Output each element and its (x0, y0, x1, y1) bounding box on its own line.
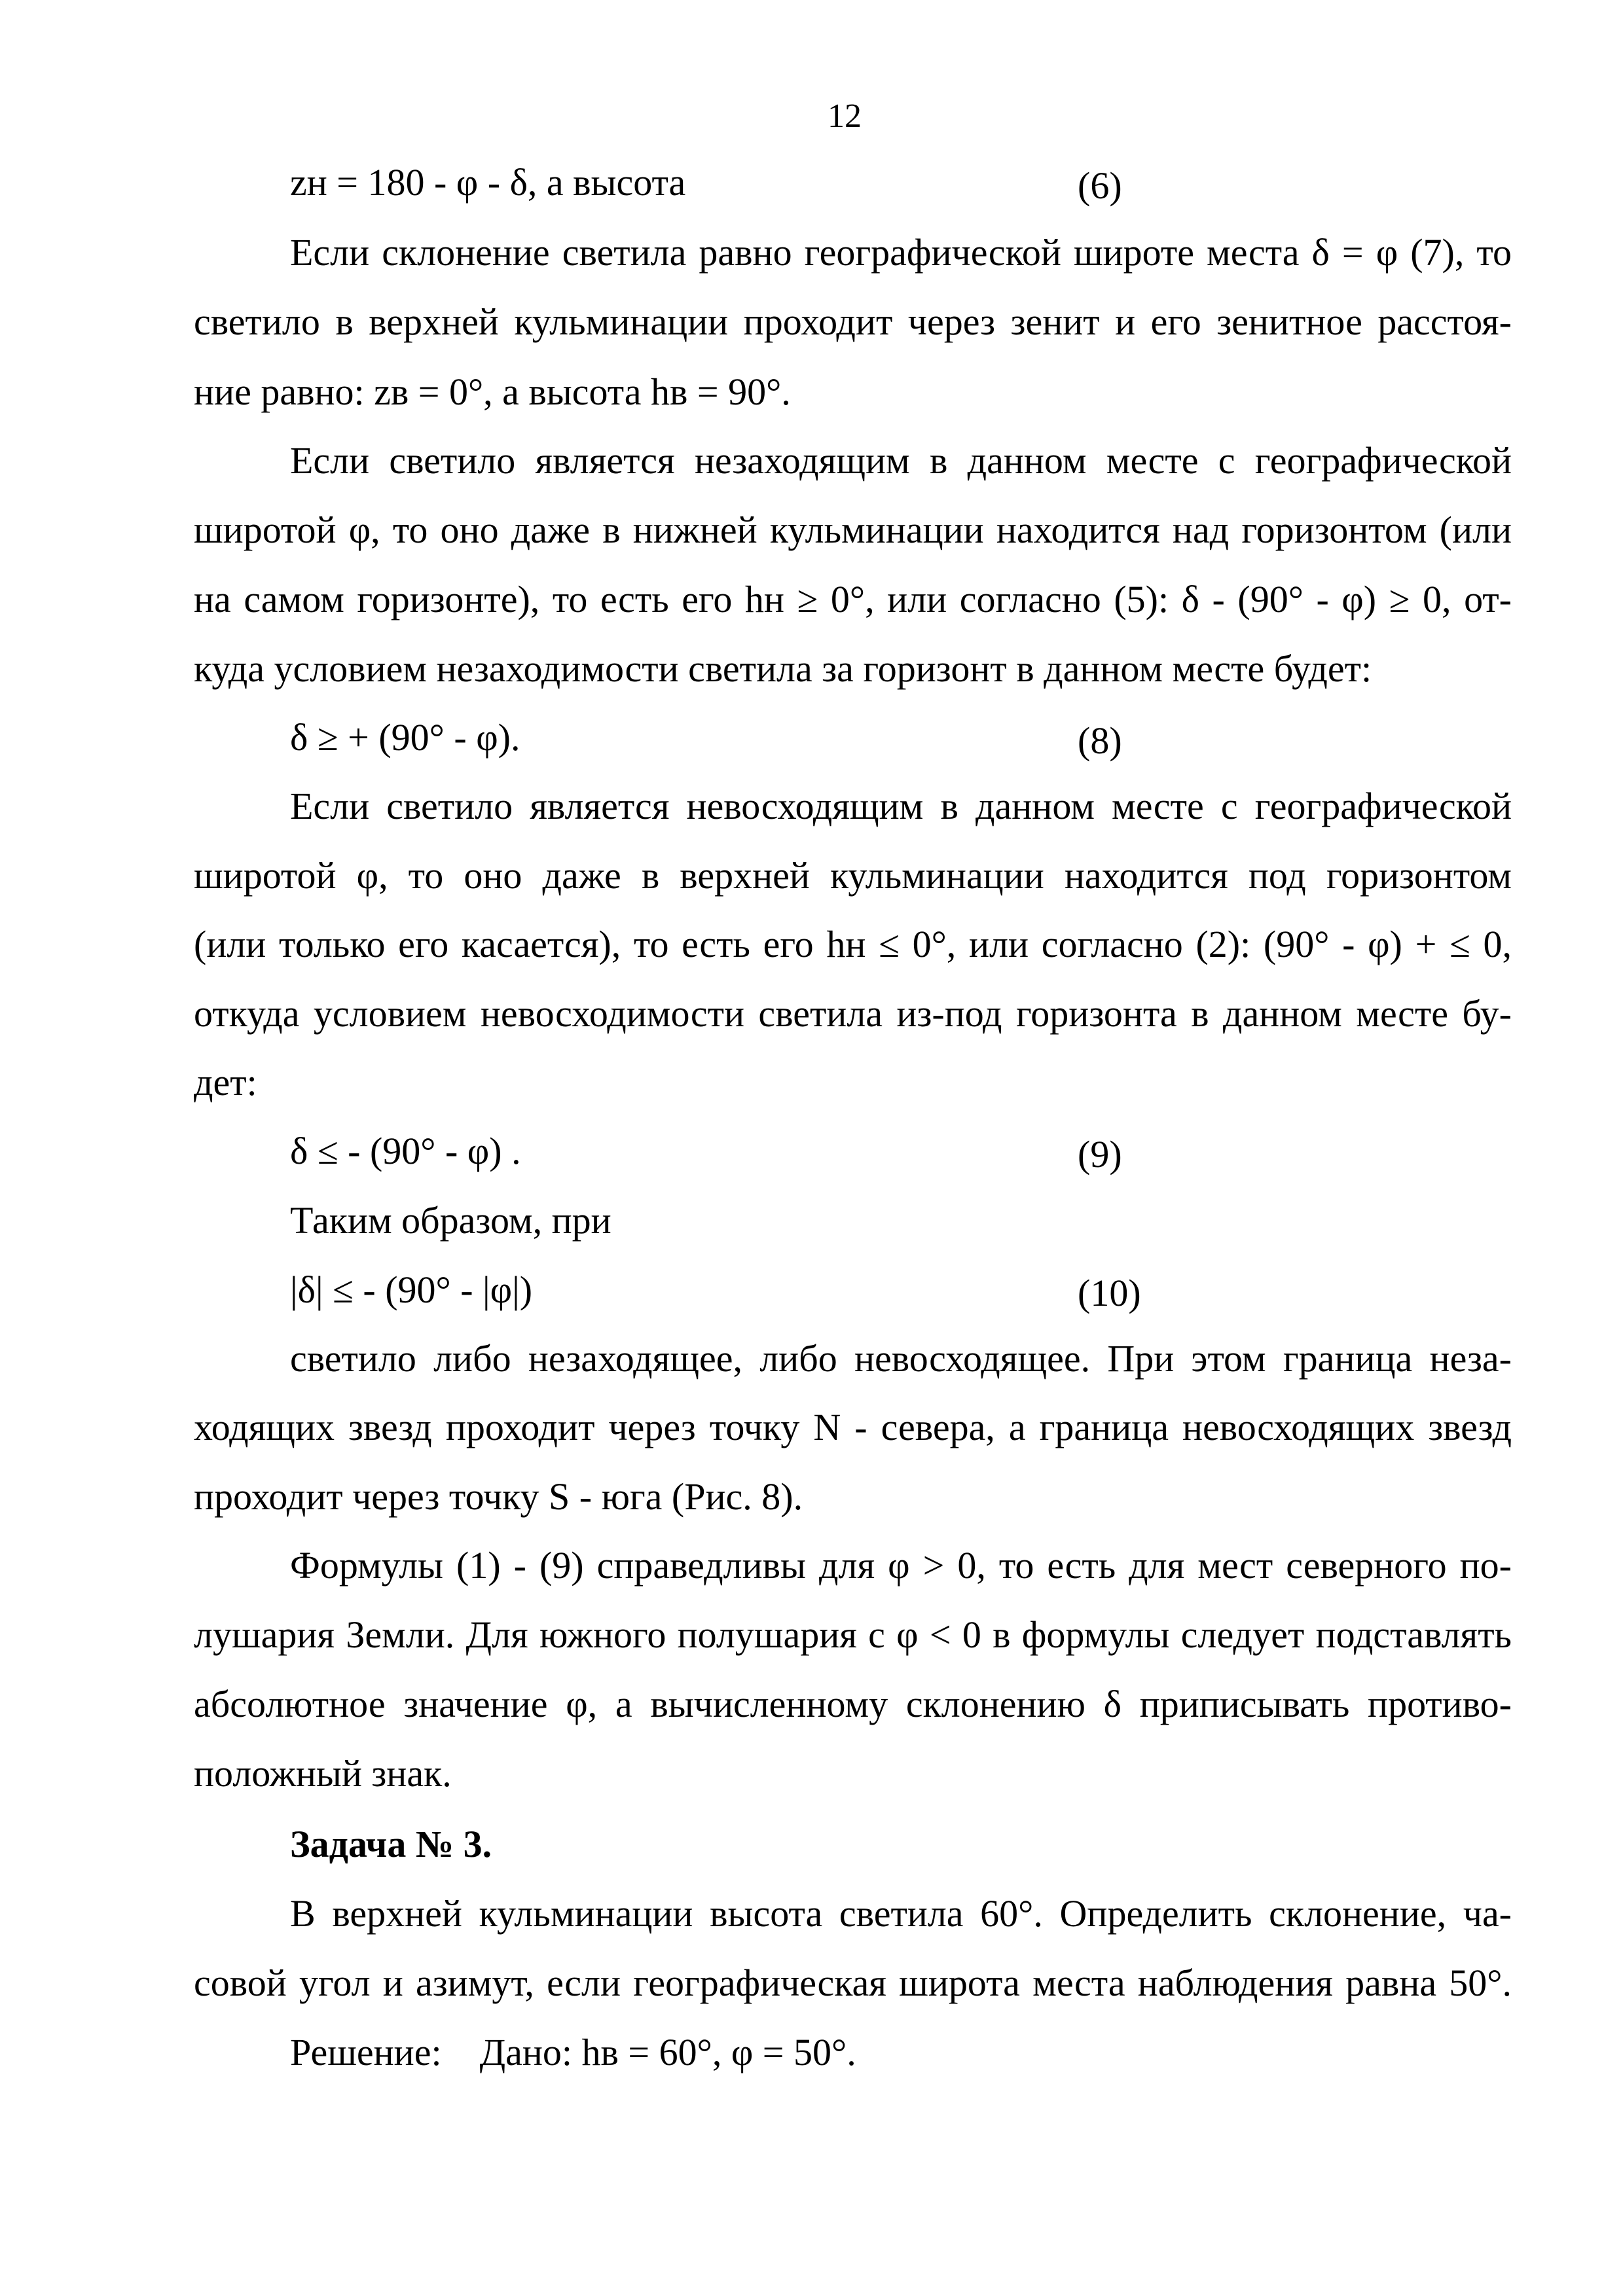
text-line: откуда условием невосходимости светила из-под горизонта в данном месте бу- (194, 992, 1512, 1035)
text-line: Если склонение светила равно географической широте места δ = φ (7), то (290, 231, 1512, 274)
task-heading: Задача № 3. (290, 1823, 492, 1865)
text-line: ходящих звезд проходит через точку N - севера, а граница невосходящих звезд (194, 1406, 1512, 1448)
page-number: 12 (828, 98, 862, 135)
text-line: Если светило является невосходящим в данном месте с географической (290, 785, 1512, 827)
text-line: куда условием незаходимости светила за горизонт в данном месте будет: (194, 647, 1372, 690)
text-line: проходит через точку S - юга (Рис. 8). (194, 1475, 803, 1518)
text-line: ние равно: zв = 0°, а высота hв = 90°. (194, 370, 791, 413)
text-line: Если светило является незаходящим в данном месте с географической (290, 439, 1512, 482)
formula-10-number: (10) (1078, 1272, 1141, 1314)
text-line: светило либо незаходящее, либо невосходящее. При этом граница неза- (290, 1337, 1512, 1380)
text-line: положный знак. (194, 1752, 452, 1795)
text-line: (или только его касается), то есть его hн ≤ 0°, или согласно (2): (90° - φ) + ≤ 0, (194, 923, 1512, 965)
text-line: широтой φ, то оно даже в нижней кульминации находится над горизонтом (или (194, 509, 1512, 551)
formula-9-text: δ ≤ - (90° - φ) . (290, 1130, 521, 1172)
text-line: на самом горизонте), то есть его hн ≥ 0°, или согласно (5): δ - (90° - φ) ≥ 0, от- (194, 578, 1512, 620)
text-line: совой угол и азимут, если географическая широта места наблюдения равна 50°. (194, 1962, 1512, 2004)
text-line: Таким образом, при (290, 1199, 611, 1242)
text-line: Формулы (1) - (9) справедливы для φ > 0, то есть для мест северного по- (290, 1544, 1512, 1587)
solution-line: Решение: Дано: hв = 60°, φ = 50°. (290, 2031, 856, 2073)
text-line: абсолютное значение φ, а вычисленному склонению δ приписывать противо- (194, 1683, 1512, 1725)
formula-8-text: δ ≥ + (90° - φ). (290, 716, 520, 759)
text-line: светило в верхней кульминации проходит через зенит и его зенитное расстоя- (194, 300, 1512, 343)
text-line: дет: (194, 1061, 257, 1103)
text-line: лушария Земли. Для южного полушария с φ < 0 в формулы следует подставлять (194, 1613, 1512, 1656)
text-line: широтой φ, то оно даже в верхней кульминации находится под горизонтом (194, 854, 1512, 897)
formula-10-text: |δ| ≤ - (90° - |φ|) (290, 1268, 533, 1311)
formula-9-number: (9) (1078, 1133, 1122, 1175)
text-line: В верхней кульминации высота светила 60°. Определить склонение, ча- (290, 1892, 1512, 1935)
formula-8-number: (8) (1078, 719, 1122, 762)
formula-6-number: (6) (1078, 164, 1122, 207)
formula-6-text: zн = 180 - φ - δ, а высота (290, 161, 686, 204)
